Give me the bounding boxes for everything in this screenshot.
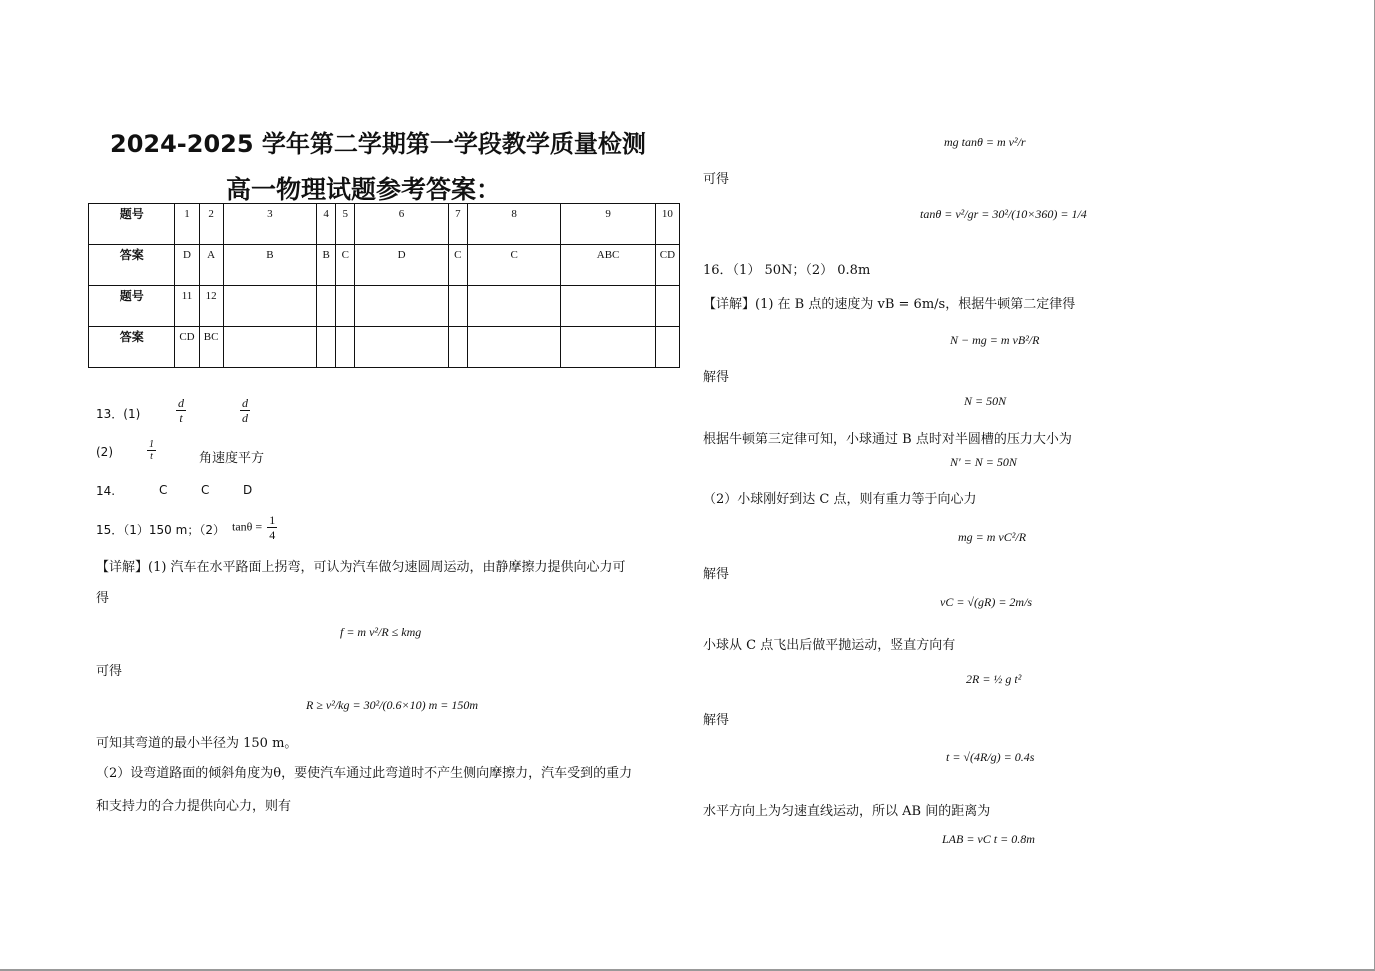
table-cell [448,327,467,368]
doc-title: 2024-2025 学年第二学期第一学段教学质量检测 [110,130,646,158]
q14-answer-1: C [159,483,168,497]
equation-mg-tan: mg tanθ = m v²/r [944,135,1026,149]
q15-part2: （2）设弯道路面的倾斜角度为θ，要使汽车通过此弯道时不产生侧向摩擦力，汽车受到的重力 [96,766,633,781]
table-cell: 12 [199,286,223,327]
table-cell: 11 [175,286,199,327]
fraction-denominator: t [150,451,153,462]
table-cell [223,327,316,368]
table-cell: CD [655,245,679,286]
q15-detail: 【详解】(1) 汽车在水平路面上拐弯，可认为汽车做匀速圆周运动，由静摩擦力提供向心力可 [96,560,626,575]
table-cell [561,327,655,368]
table-cell [561,286,655,327]
table-cell: 9 [561,204,655,245]
table-cell: BC [199,327,223,368]
table-cell: 4 [317,204,336,245]
fraction-denominator: t [179,411,183,425]
equation-2r: 2R = ½ g t² [966,672,1022,686]
q14-label: 14. [96,484,116,498]
table-cell: 7 [448,204,467,245]
q15-conclusion: 可知其弯道的最小半径为 150 m。 [96,736,298,751]
equation-lab: LAB = vC t = 0.8m [942,832,1035,846]
equation-n-prime: N′ = N = 50N [950,455,1017,469]
equation-n-mg: N − mg = m vB²/R [950,333,1040,347]
table-cell: C [448,245,467,286]
table-cell: 6 [355,204,448,245]
q15-tan: tanθ = [232,519,263,534]
table-cell: C [336,245,355,286]
table-cell: 3 [223,204,316,245]
fraction-numerator: 1 [149,439,154,450]
q16-label: 16．（1） 50N；（2） 0.8m [703,263,871,278]
table-cell [223,286,316,327]
table-row-a2 [89,327,680,368]
flight-text: 小球从 C 点飞出后做平抛运动，竖直方向有 [703,638,956,653]
table-cell [317,327,336,368]
q15-answer-2 [232,513,279,542]
table-cell: C [467,245,560,286]
equation-mg-centripetal: mg = m vC²/R [958,530,1027,544]
table-cell [655,286,679,327]
jiede-2: 解得 [703,567,730,582]
table-cell: CD [175,327,199,368]
q15-detail-2: 得 [96,591,110,606]
horizontal-text: 水平方向上为匀速直线运动，所以 AB 间的距离为 [703,804,991,819]
table-cell: 2 [199,204,223,245]
table-cell: B [223,245,316,286]
jiede-3: 解得 [703,713,730,728]
table-cell: A [199,245,223,286]
equation-tan-theta: tanθ = v²/gr = 30²/(10×360) = 1/4 [920,207,1087,221]
q13-fraction-1 [174,396,188,425]
table-cell: D [175,245,199,286]
table-cell: ABC [561,245,655,286]
table-cell [655,327,679,368]
q15-label: 15．（1）150 m；（2） [96,523,225,537]
fraction-denominator: d [242,411,248,425]
equation-n-50: N = 50N [964,394,1007,408]
jiede-1: 解得 [703,370,730,385]
q13-label: 13．(1) [96,407,141,421]
table-row-a1 [89,245,680,286]
equation-t: t = √(4R/g) = 0.4s [946,750,1035,764]
row-label: 题号 [89,286,175,327]
table-cell: 8 [467,204,560,245]
table-cell [336,327,355,368]
table-cell [448,286,467,327]
table-row-q1 [89,204,680,245]
q13-fraction-2 [238,396,252,425]
table-cell [317,286,336,327]
third-law-text: 根据牛顿第三定律可知，小球通过 B 点时对半圆槽的压力大小为 [703,432,1072,447]
table-cell: 1 [175,204,199,245]
table-cell [467,286,560,327]
q13-part2-text: 角速度平方 [199,451,265,466]
row-label: 答案 [89,245,175,286]
table-row-q2 [89,286,680,327]
q15-equation-2: R ≥ v²/kg = 30²/(0.6×10) m = 150m [306,698,479,712]
q14-answer-2: C [201,483,210,497]
table-cell: B [317,245,336,286]
q15-part2b: 和支持力的合力提供向心力，则有 [96,799,292,814]
q16-detail: 【详解】(1) 在 B 点的速度为 vB = 6m/s，根据牛顿第二定律得 [703,297,1076,312]
q13-part2-label: (2) [96,445,113,459]
table-cell: 5 [336,204,355,245]
table-cell [355,286,448,327]
q15-equation-1: f = m v²/R ≤ kmg [340,625,422,639]
fraction-numerator: d [242,396,248,410]
q16-part2: （2）小球刚好到达 C 点，则有重力等于向心力 [703,492,977,507]
row-label: 答案 [89,327,175,368]
q15-kede: 可得 [96,664,123,679]
table-cell: D [355,245,448,286]
table-cell [355,327,448,368]
answer-table [88,203,680,368]
fraction-denominator: 4 [269,528,276,542]
fraction-numerator: d [178,396,184,410]
right-kede: 可得 [703,172,730,187]
equation-vc: vC = √(gR) = 2m/s [940,595,1033,609]
q14-answer-3: D [243,483,253,497]
table-cell [336,286,355,327]
q13-fraction-3 [145,439,158,462]
row-label: 题号 [89,204,175,245]
table-cell [467,327,560,368]
fraction-numerator: 1 [269,513,276,527]
table-cell: 10 [655,204,679,245]
doc-subtitle: 高一物理试题参考答案： [226,175,502,204]
